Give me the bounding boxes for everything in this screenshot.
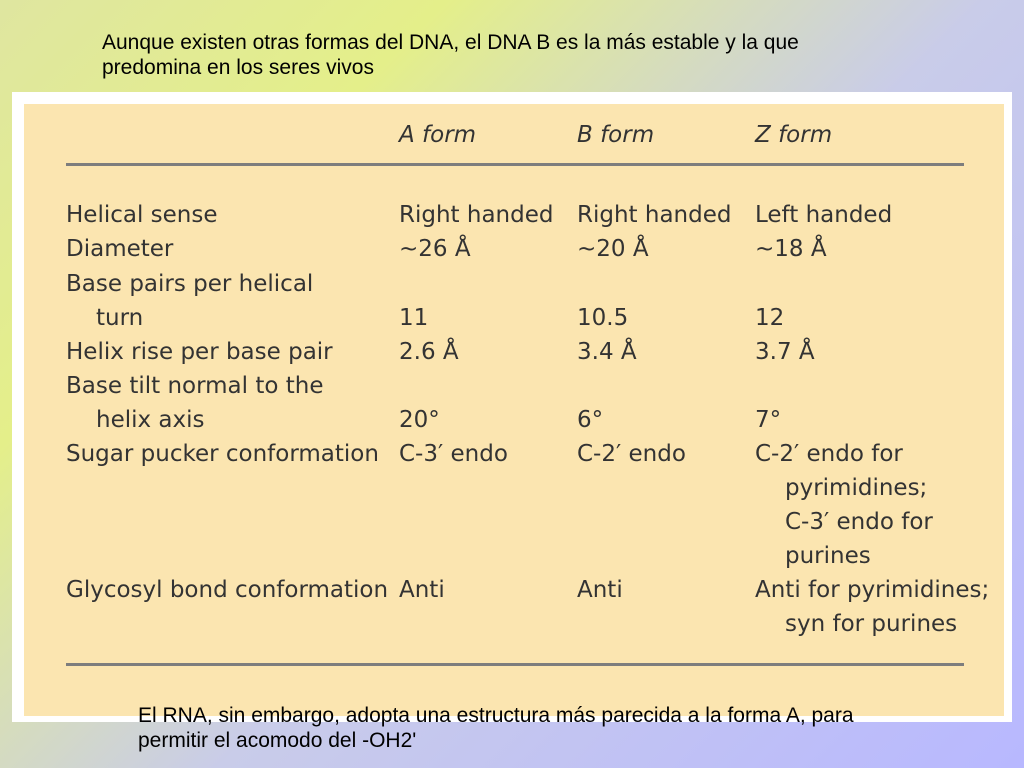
cell-z-base-tilt: 7° — [755, 407, 782, 433]
cell-z-glycosyl-bond-2: syn for purines — [785, 611, 958, 637]
row-label-base-pairs: Base pairs per helical — [66, 271, 314, 297]
cell-a-glycosyl-bond: Anti — [399, 577, 445, 603]
cell-z-helical-sense: Left handed — [755, 202, 893, 228]
top-caption-line-1: Aunque existen otras formas del DNA, el DNA B es la más estable y la que — [102, 31, 799, 54]
header-z-form: Z form — [755, 122, 833, 148]
cell-a-helical-sense: Right handed — [399, 202, 554, 228]
table-top-rule — [66, 163, 964, 166]
cell-z-sugar-pucker-2: pyrimidines; — [785, 475, 928, 501]
cell-a-base-tilt: 20° — [399, 407, 440, 433]
bottom-caption — [138, 703, 978, 753]
row-label-sugar-pucker: Sugar pucker conformation — [66, 441, 379, 467]
cell-a-base-pairs: 11 — [399, 305, 429, 331]
header-b-form: B form — [577, 122, 655, 148]
cell-a-diameter: ~26 Å — [399, 236, 471, 262]
cell-z-base-pairs: 12 — [755, 305, 785, 331]
cell-a-helix-rise: 2.6 Å — [399, 339, 459, 365]
cell-z-sugar-pucker: C-2′ endo for — [755, 441, 903, 467]
top-caption-line-2: predomina en los seres vivos — [102, 56, 374, 79]
row-label-helix-rise: Helix rise per base pair — [66, 339, 333, 365]
cell-b-helix-rise: 3.4 Å — [577, 339, 637, 365]
cell-b-helical-sense: Right handed — [577, 202, 732, 228]
row-label-glycosyl-bond: Glycosyl bond conformation — [66, 577, 389, 603]
top-caption — [102, 30, 942, 80]
cell-z-glycosyl-bond: Anti for pyrimidines; — [755, 577, 990, 603]
cell-b-sugar-pucker: C-2′ endo — [577, 441, 686, 467]
cell-a-sugar-pucker: C-3′ endo — [399, 441, 508, 467]
cell-z-helix-rise: 3.7 Å — [755, 339, 815, 365]
row-label-diameter: Diameter — [66, 236, 174, 262]
row-label-base-tilt: Base tilt normal to the — [66, 373, 324, 399]
table-bottom-rule — [66, 663, 964, 666]
cell-b-base-tilt: 6° — [577, 407, 604, 433]
cell-z-sugar-pucker-4: purines — [785, 543, 871, 569]
cell-b-glycosyl-bond: Anti — [577, 577, 623, 603]
cell-z-diameter: ~18 Å — [755, 236, 827, 262]
bottom-caption-line-1: El RNA, sin embargo, adopta una estructura más parecida a la forma A, para — [138, 704, 854, 727]
cell-z-sugar-pucker-3: C-3′ endo for — [785, 509, 933, 535]
row-label-helical-sense: Helical sense — [66, 202, 218, 228]
row-label-base-tilt-cont: helix axis — [96, 407, 205, 433]
cell-b-base-pairs: 10.5 — [577, 305, 629, 331]
header-a-form: A form — [399, 122, 477, 148]
cell-b-diameter: ~20 Å — [577, 236, 649, 262]
row-label-base-pairs-cont: turn — [96, 305, 144, 331]
bottom-caption-line-2: permitir el acomodo del -OH2' — [138, 729, 417, 752]
